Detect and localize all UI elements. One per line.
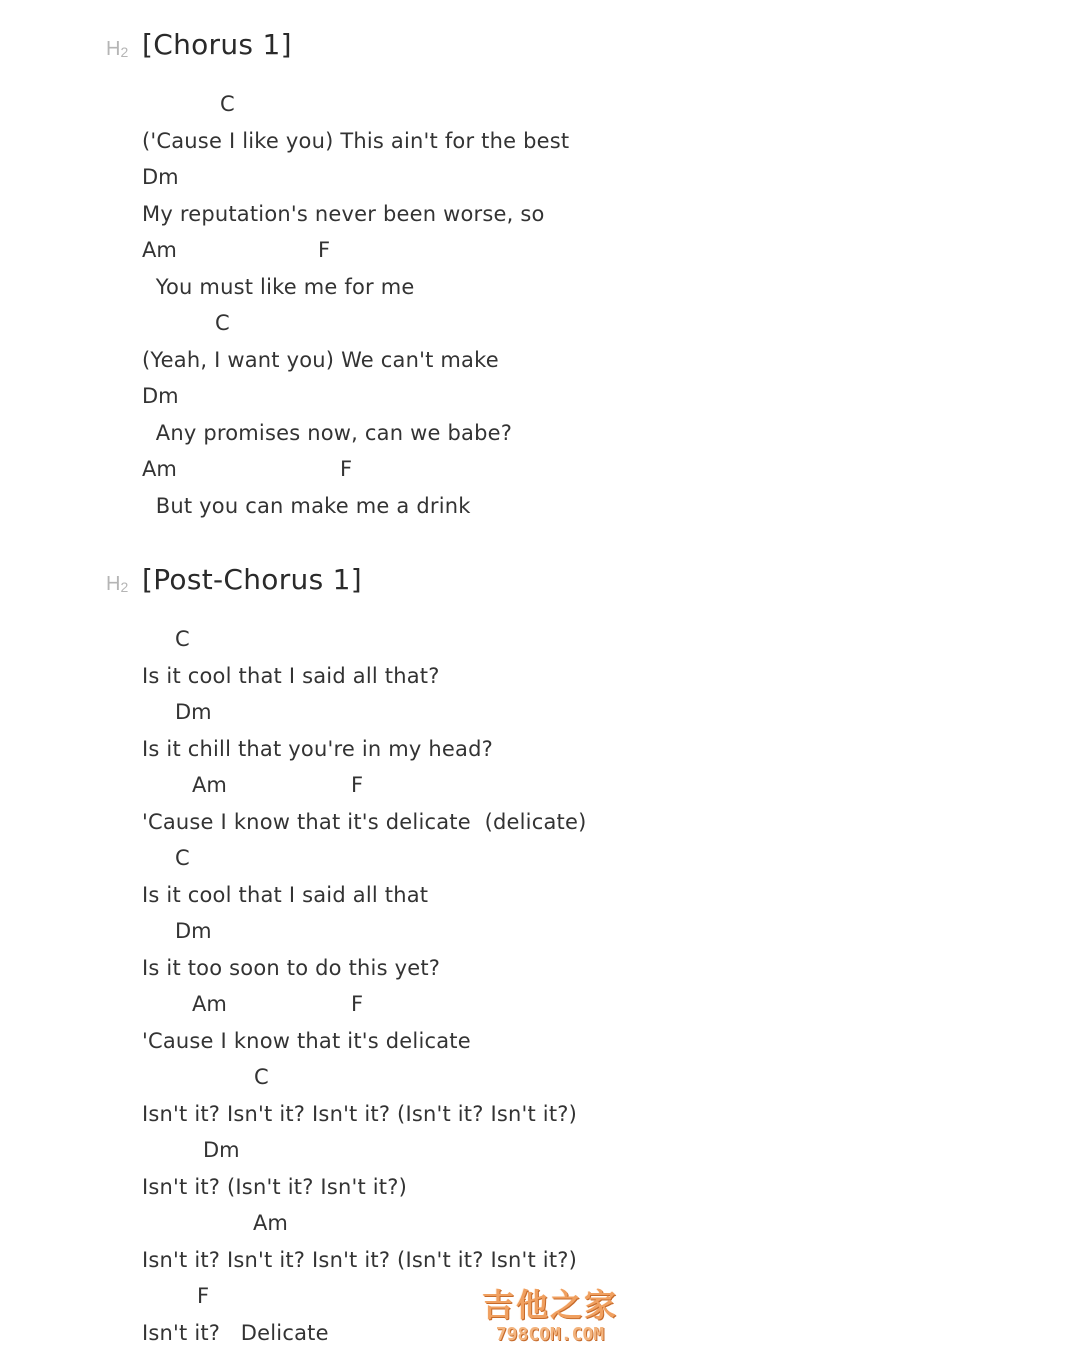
chord: Am (192, 992, 227, 1016)
lyric-line: Isn't it? Delicate (142, 1321, 329, 1345)
lyric-line: Isn't it? Isn't it? Isn't it? (Isn't it? Isn't it?) (142, 1248, 577, 1272)
site-watermark (470, 1286, 630, 1346)
chord: Am (192, 773, 227, 797)
lyric-line: Is it too soon to do this yet? (142, 956, 441, 980)
section-title-post-chorus-1: [Post-Chorus 1] (142, 563, 363, 596)
lyric-line: But you can make me a drink (142, 494, 471, 518)
lyric-line: Is it cool that I said all that? (142, 664, 440, 688)
chord: F (340, 457, 353, 481)
chord: C (220, 92, 235, 116)
chord: Am (253, 1211, 288, 1235)
heading-level-marker: $H_2$ (106, 38, 129, 60)
lyric-line: Isn't it? (Isn't it? Isn't it?) (142, 1175, 407, 1199)
chord: C (254, 1065, 269, 1089)
lyric-line: Is it chill that you're in my head? (142, 737, 493, 761)
watermark-site-url: 798COM.COM (495, 1324, 605, 1345)
lyric-line: Isn't it? Isn't it? Isn't it? (Isn't it? Isn't it?) (142, 1102, 577, 1126)
chord: Am (142, 238, 177, 262)
chord: Am (142, 457, 177, 481)
chord: C (175, 846, 190, 870)
chord: Dm (175, 700, 212, 724)
chord: F (351, 773, 364, 797)
lyric-line: You must like me for me (142, 275, 415, 299)
lyric-line: (Yeah, I want you) We can't make (142, 348, 499, 372)
chord: C (215, 311, 230, 335)
watermark-site-name: 吉他之家 (481, 1286, 618, 1324)
lyric-line: 'Cause I know that it's delicate (delicate) (142, 810, 587, 834)
section-title-chorus-1: [Chorus 1] (142, 28, 292, 61)
chord: C (175, 627, 190, 651)
chord: Dm (175, 919, 212, 943)
chord: Dm (142, 384, 179, 408)
chord: Dm (203, 1138, 240, 1162)
chord: Dm (142, 165, 179, 189)
chord: F (351, 992, 364, 1016)
chord: F (318, 238, 331, 262)
lyric-line: Is it cool that I said all that (142, 883, 429, 907)
lyric-line: 'Cause I know that it's delicate (142, 1029, 471, 1053)
lyric-line: Any promises now, can we babe? (142, 421, 513, 445)
lyric-line: My reputation's never been worse, so (142, 202, 545, 226)
heading-level-marker: $H_2$ (106, 573, 129, 595)
lyric-line: ('Cause I like you) This ain't for the best (142, 129, 570, 153)
chord: F (197, 1284, 210, 1308)
